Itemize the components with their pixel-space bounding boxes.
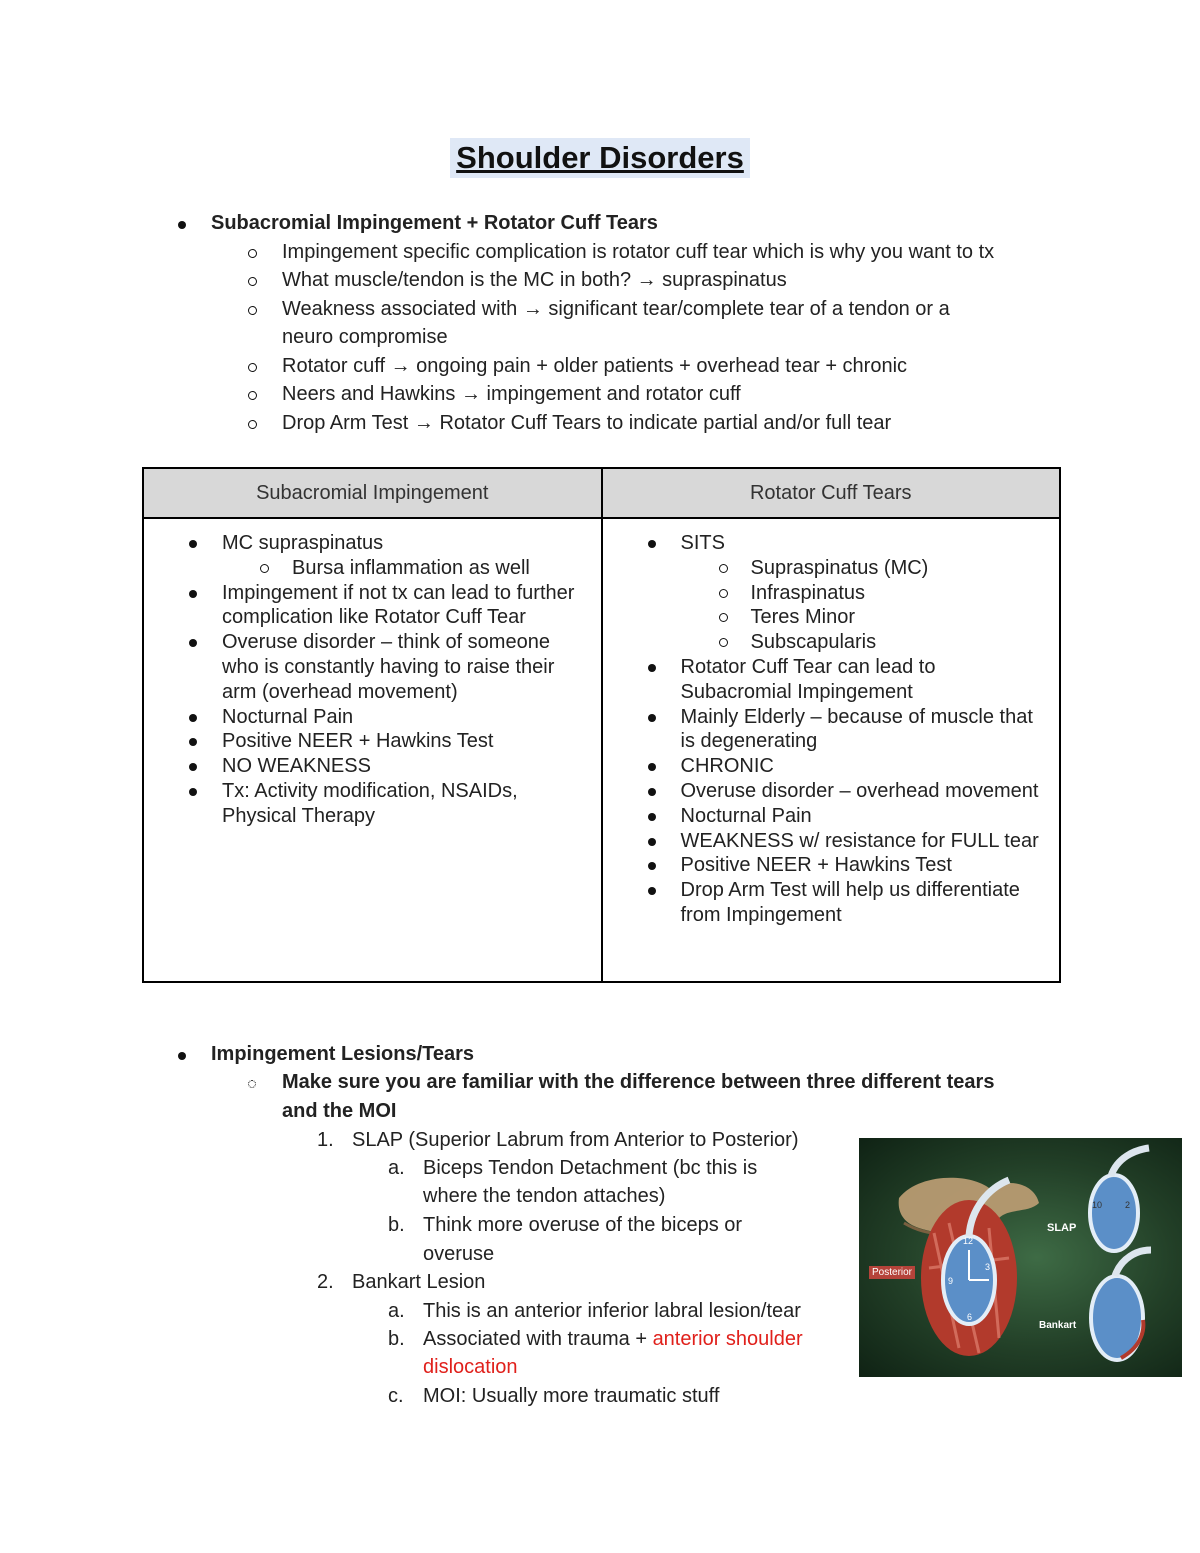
- bullet-icon: [648, 838, 656, 846]
- list-letter: c.: [388, 1385, 404, 1407]
- list-item: NO WEAKNESS: [144, 754, 601, 779]
- list-item: Overuse disorder – think of someone who is constantly having to raise their arm (overhead movement): [144, 630, 601, 704]
- bullet-icon: [648, 887, 656, 895]
- list-number: 1.: [317, 1129, 334, 1151]
- clock-9-label: 9: [948, 1276, 954, 1286]
- slap-subitem-continued: overuse: [423, 1243, 495, 1265]
- sub-bullet-icon: [719, 638, 728, 647]
- list-item: Overuse disorder – overhead movement: [603, 779, 1060, 804]
- section2-note-continued: and the MOI: [282, 1100, 397, 1122]
- posterior-label: Posterior: [869, 1266, 915, 1279]
- highlight-text-continued: dislocation: [423, 1356, 518, 1378]
- bullet-icon: [189, 590, 197, 598]
- sub-bullet-icon: [719, 564, 728, 573]
- list-letter: a.: [388, 1300, 405, 1322]
- slap-subitem-continued: where the tendon attaches): [423, 1185, 666, 1207]
- shoulder-labrum-figure: [859, 1138, 1182, 1377]
- clock-6-label: 6: [967, 1312, 973, 1322]
- bullet-icon: [648, 714, 656, 722]
- list-item: Impingement if not tx can lead to further complication like Rotator Cuff Tear: [144, 581, 601, 631]
- impingement-cell: [143, 518, 602, 982]
- section1-heading: Subacromial Impingement + Rotator Cuff Tears: [211, 212, 658, 234]
- list-item: Tx: Activity modification, NSAIDs, Physical Therapy: [144, 779, 601, 829]
- section1-item: Drop Arm Test → Rotator Cuff Tears to indicate partial and/or full tear: [282, 412, 892, 434]
- clock-12-label: 12: [963, 1236, 974, 1246]
- bullet-icon: [648, 540, 656, 548]
- section1-item-continued: neuro compromise: [282, 326, 448, 348]
- sub-bullet-icon: [248, 249, 257, 258]
- comparison-table: [142, 467, 1061, 983]
- page-title: Shoulder Disorders: [450, 138, 750, 178]
- list-item: Infraspinatus: [603, 581, 1060, 606]
- list-letter: a.: [388, 1157, 405, 1179]
- list-item: Bursa inflammation as well: [144, 556, 601, 581]
- list-item: CHRONIC: [603, 754, 1060, 779]
- bullet-icon: [189, 540, 197, 548]
- bullet-icon: [648, 763, 656, 771]
- list-item: Drop Arm Test will help us differentiate from Impingement: [603, 878, 1060, 928]
- highlight-text: anterior shoulder: [652, 1328, 803, 1350]
- labrum-illustration: [859, 1138, 1182, 1377]
- list-item: Teres Minor: [603, 605, 1060, 630]
- bullet-icon: [648, 813, 656, 821]
- bullet-icon: [189, 738, 197, 746]
- sub-bullet-icon: [248, 306, 257, 315]
- page-title-wrap: [0, 138, 1200, 178]
- slap-subitem: Biceps Tendon Detachment (bc this is: [423, 1157, 758, 1179]
- list-item: Nocturnal Pain: [144, 705, 601, 730]
- bullet-icon: [189, 714, 197, 722]
- section2-note: Make sure you are familiar with the difference between three different tears: [282, 1071, 995, 1093]
- bullet-icon: [178, 221, 186, 229]
- list-item: Subscapularis: [603, 630, 1060, 655]
- section1-item: Neers and Hawkins → impingement and rotator cuff: [282, 383, 741, 405]
- clock-2-label: 2: [1125, 1200, 1131, 1210]
- bullet-icon: [648, 664, 656, 672]
- bankart-label: Bankart: [1039, 1320, 1077, 1331]
- section1-item: Impingement specific complication is rotator cuff tear which is why you want to tx: [282, 241, 995, 263]
- section1-item: Rotator cuff → ongoing pain + older patients + overhead tear + chronic: [282, 355, 908, 377]
- bankart-subitem: Associated with trauma + anterior shoulder: [423, 1328, 803, 1350]
- rotator-cuff-cell: [602, 518, 1061, 982]
- bullet-icon: [178, 1052, 186, 1060]
- sub-bullet-icon: [719, 589, 728, 598]
- table-header-rotator-cuff: Rotator Cuff Tears: [602, 468, 1061, 518]
- list-letter: b.: [388, 1328, 405, 1350]
- table-header-impingement: Subacromial Impingement: [143, 468, 602, 518]
- section1-item: Weakness associated with → significant tear/complete tear of a tendon or a: [282, 298, 950, 320]
- sub-bullet-icon: [248, 363, 257, 372]
- slap-item: SLAP (Superior Labrum from Anterior to Posterior): [352, 1129, 799, 1151]
- slap-label: SLAP: [1047, 1222, 1077, 1234]
- bankart-subitem: This is an anterior inferior labral lesion/tear: [423, 1300, 801, 1322]
- section1-item: What muscle/tendon is the MC in both? → supraspinatus: [282, 269, 787, 291]
- slap-subitem: Think more overuse of the biceps or: [423, 1214, 743, 1236]
- sub-bullet-icon: [248, 1080, 256, 1088]
- clock-10-label: 10: [1092, 1200, 1103, 1210]
- list-item: Rotator Cuff Tear can lead to Subacromial Impingement: [603, 655, 1060, 705]
- sub-bullet-icon: [248, 277, 257, 286]
- list-item: WEAKNESS w/ resistance for FULL tear: [603, 829, 1060, 854]
- section2-heading: Impingement Lesions/Tears: [211, 1043, 475, 1065]
- sub-bullet-icon: [248, 391, 257, 400]
- list-item: MC supraspinatus: [144, 531, 601, 556]
- bullet-icon: [189, 639, 197, 647]
- clock-3-label: 3: [985, 1262, 991, 1272]
- list-item: Positive NEER + Hawkins Test: [603, 853, 1060, 878]
- list-item: Mainly Elderly – because of muscle that is degenerating: [603, 705, 1060, 755]
- sub-bullet-icon: [719, 613, 728, 622]
- sub-bullet-icon: [248, 420, 257, 429]
- bullet-icon: [648, 788, 656, 796]
- list-number: 2.: [317, 1271, 334, 1293]
- list-item: SITS: [603, 531, 1060, 556]
- bullet-icon: [189, 763, 197, 771]
- list-item: Positive NEER + Hawkins Test: [144, 729, 601, 754]
- list-letter: b.: [388, 1214, 405, 1236]
- bullet-icon: [648, 862, 656, 870]
- bankart-item: Bankart Lesion: [352, 1271, 486, 1293]
- list-item: Nocturnal Pain: [603, 804, 1060, 829]
- bankart-subitem: MOI: Usually more traumatic stuff: [423, 1385, 720, 1407]
- bullet-icon: [189, 788, 197, 796]
- list-item: Supraspinatus (MC): [603, 556, 1060, 581]
- sub-bullet-icon: [260, 564, 269, 573]
